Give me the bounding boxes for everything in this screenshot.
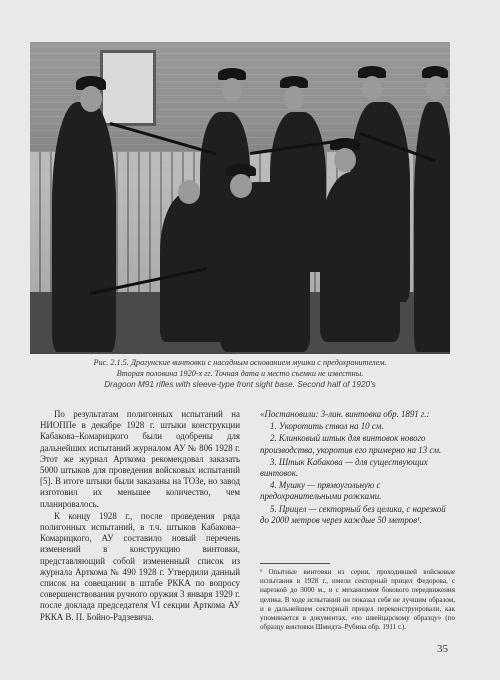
decision-item: 2. Клинковый штык для винтовок нового производства, укоротив его примерно на 13 см. [260, 433, 442, 455]
caption-ru-line1: Рис. 2.1.5. Драгунские винтовки с насадным основанием мушки с предохранителем. [93, 358, 387, 367]
soldier-face [334, 148, 356, 172]
decision-item: 1. Укоротить ствол на 10 см. [270, 421, 384, 432]
decision-item: 5. Прицел — секторный без целика, с нарезкой до 2000 метров через каждые 50 метров¹. [260, 503, 446, 525]
caption-ru-line2: Вторая половина 1920-х гг. Точная дата и место съемки не известны. [116, 369, 364, 378]
footnote-divider [260, 563, 330, 564]
figure-caption [30, 357, 450, 390]
footnote-text: ¹ Опытные винтовки из серии, проходившей войсковые испытания в 1928 г., имели секторный прицел Федорова, с нарезкой до 3000 м., и с механизмом бокового передвижения целика. В ходе испытаний он показал себя не лучшим образом, и в дальнейшем секторный прицел переконструировали, как упоминается в документах, «по швейцарскому образцу» (по образцу винтовки Шмидта–Рубина обр. 1911 г.). [260, 568, 455, 632]
left-column [40, 409, 240, 623]
window [100, 50, 156, 126]
soldier-face [284, 86, 304, 110]
historical-photograph [30, 42, 450, 354]
page-number: 35 [437, 643, 448, 655]
soldier-face [80, 86, 102, 112]
decision-item: 4. Мушку — прямоугольную с предохранительными рожками. [260, 480, 382, 502]
soldier-figure [414, 102, 450, 352]
soldier-figure [52, 102, 116, 352]
soldier-face [362, 76, 382, 100]
footnote [260, 568, 455, 632]
soldier-face [178, 180, 200, 204]
caption-en: Dragoon M91 rifles with sleeve-type front sight base. Second half of 1920's [104, 380, 376, 389]
soldier-face [222, 78, 242, 102]
right-column [260, 409, 455, 526]
soldier-face [230, 174, 252, 198]
decision-intro: «Постановили: 3-лин. винтовка обр. 1891 г.: [260, 409, 430, 419]
paragraph: К концу 1928 г., после проведения ряда полигонных испытаний, в т.ч. штыков Кабакова–Комарицкого, АУ составило новый перечень изменений в конструкцию винтовки, представляющий собой измененный список из журнала Арткома № 490 1928 г. Утвердили данный список на совещании в штабе РККА по вопросу совершенствования ручного оружия 3 января 1929 г. после доклада председателя VI секции Арткома АУ РККА В. П. Бойно-Радзевича. [40, 510, 240, 622]
soldier-figure [320, 172, 400, 342]
decision-item: 3. Штык Кабакова — для существующих винтовок. [260, 456, 428, 479]
soldier-figure [220, 182, 310, 352]
soldier-face [426, 76, 446, 100]
paragraph: По результатам полигонных испытаний на НИОППе в декабре 1928 г. штыки конструкции Кабакова–Комарицкого были одобрены для дальнейших испытаний журналом АУ № 806 1928 г. Этот же журнал Арткома рекомендовал заказать 5000 штыков для проведения войсковых испытаний [5]. В итоге штыки были заказаны на ТОЗе, но завод изготовил их меньшее количество, чем планировалось. [40, 409, 240, 509]
